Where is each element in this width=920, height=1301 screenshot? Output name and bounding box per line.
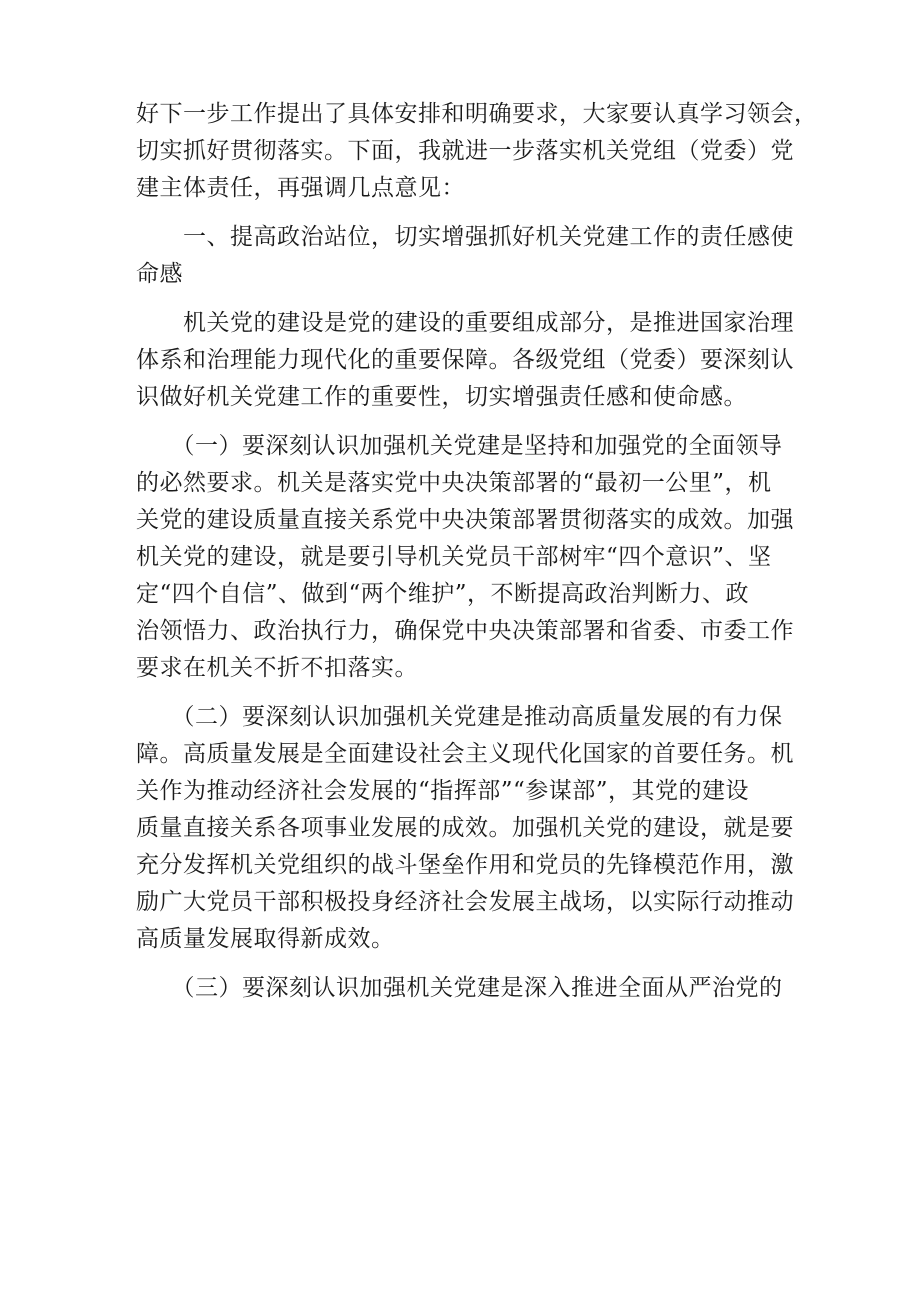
text-line: 好下一步工作提出了具体安排和明确要求，大家要认真学习领会，: [136, 101, 818, 127]
text-line: 治领悟力、政治执行力，确保党中央决策部署和省委、市委工作: [136, 618, 794, 644]
text-line: （三）要深刻认识加强机关党建是深入推进全面从严治党的: [136, 975, 783, 1001]
text-line: 高质量发展取得新成效。: [136, 926, 395, 952]
text-line: 机关党的建设是党的建设的重要组成部分，是推进国家治理: [136, 310, 794, 336]
text-line: 励广大党员干部积极投身经济社会发展主战场，以实际行动推动: [136, 889, 794, 915]
text-line: 机关党的建设，就是要引导机关党员干部树牢“四个意识”、坚: [136, 544, 772, 570]
paragraph-point-3: [136, 970, 784, 1007]
text-line: 体系和治理能力现代化的重要保障。各级党组（党委）要深刻认: [136, 347, 794, 373]
text-line: 的必然要求。机关是落实党中央决策部署的“最初一公里”，机: [136, 470, 772, 496]
text-line: 质量直接关系各项事业发展的成效。加强机关党的建设，就是要: [136, 815, 794, 841]
text-line: 定“四个自信”、做到“两个维护”，不断提高政治判断力、政: [136, 581, 750, 607]
text-line: 切实抓好贯彻落实。下面，我就进一步落实机关党组（党委）党: [136, 138, 794, 164]
text-line: （一）要深刻认识加强机关党建是坚持和加强党的全面领导: [136, 433, 783, 459]
text-line: 障。高质量发展是全面建设社会主义现代化国家的首要任务。机: [136, 741, 794, 767]
paragraph-point-2: [136, 699, 794, 958]
text-line: 充分发挥机关党组织的战斗堡垒作用和党员的先锋模范作用，激: [136, 852, 794, 878]
section-heading-1: [136, 219, 794, 293]
text-line: 关作为推动经济社会发展的“指挥部”“参谋部”，其党的建设: [136, 778, 750, 804]
text-line: 建主体责任，再强调几点意见：: [136, 175, 465, 201]
paragraph-intro: [136, 96, 818, 207]
text-line: 识做好机关党建工作的重要性，切实增强责任感和使命感。: [136, 384, 747, 410]
text-line: 一、提高政治站位，切实增强抓好机关党建工作的责任感使: [136, 224, 794, 250]
paragraph-point-1: [136, 428, 794, 687]
text-line: 要求在机关不折不扣落实。: [136, 655, 418, 681]
document-page: [136, 96, 818, 1007]
text-line: （二）要深刻认识加强机关党建是推动高质量发展的有力保: [136, 704, 783, 730]
text-line: 命感: [136, 261, 183, 287]
text-line: 关党的建设质量直接关系党中央决策部署贯彻落实的成效。加强: [136, 507, 794, 533]
paragraph-section-1-body: [136, 305, 794, 416]
